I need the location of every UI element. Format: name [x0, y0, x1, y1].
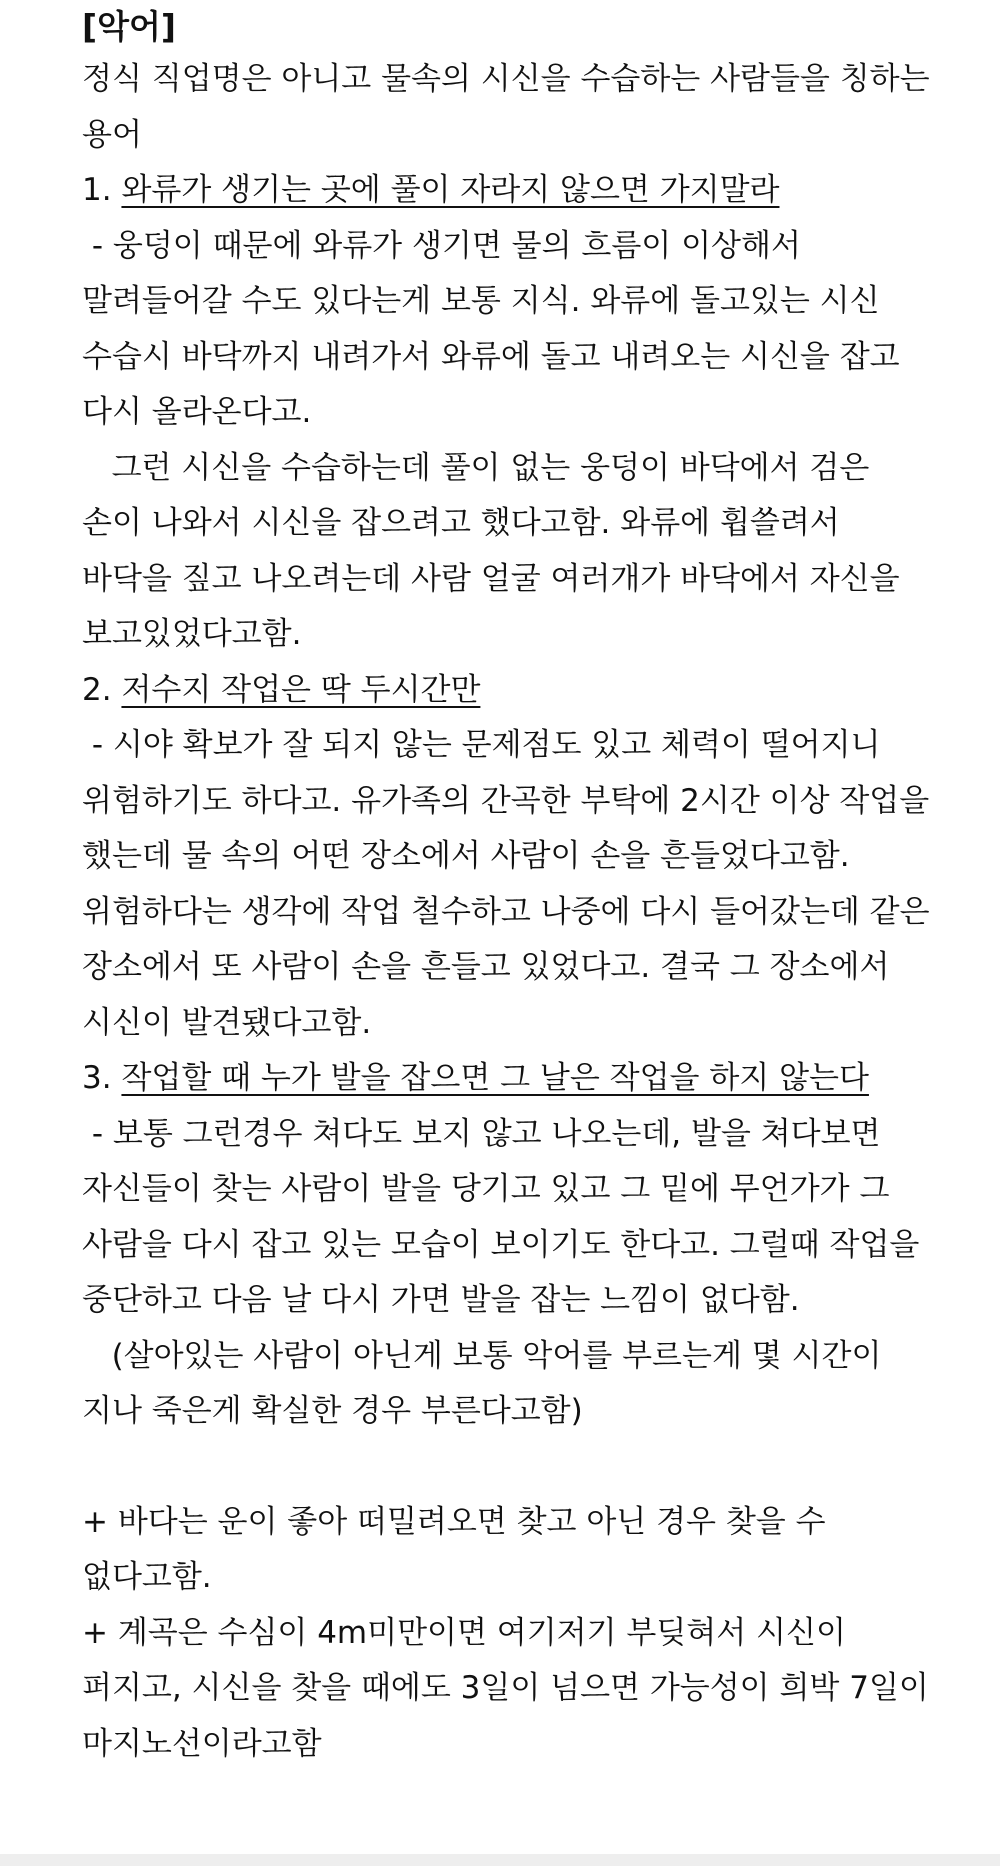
- section-paragraph: (살아있는 사람이 아닌게 보통 악어를 부르는게 몇 시간이 지나 죽은게 확실한 경우 부른다고함): [82, 1337, 892, 1429]
- section-title: 와류가 생기는 곳에 풀이 자라지 않으면 가지말라: [121, 172, 780, 208]
- section-number: 2.: [82, 671, 122, 708]
- section-paragraph: 그런 시신을 수습하는데 풀이 없는 웅덩이 바닥에서 검은 손이 나와서 시신을 잡으려고 했다고함. 와류에 휩쓸려서 바닥을 짚고 나오려는데 사람 얼굴 여러개가 바닥에서 자신을 보고있었다고함.: [82, 449, 910, 652]
- note-item: + 바다는 운이 좋아 떠밀려오면 찾고 아닌 경우 찾을 수 없다고함.: [82, 1503, 836, 1595]
- document: [82, 0, 940, 1772]
- bottom-edge: [0, 1854, 1000, 1866]
- section-number: 3.: [82, 1060, 122, 1096]
- page-title: [악어]: [82, 7, 176, 46]
- section-paragraph: - 보통 그런경우 쳐다도 보지 않고 나오는데, 발을 쳐다보면 자신들이 찾는 사람이 발을 당기고 있고 그 밑에 무언가가 그 사람을 다시 잡고 있는 모습이 보이기도 한다고. 그럴때 작업을 중단하고 다음 날 다시 가면 발을 잡는 느낌이 없다함.: [82, 1115, 930, 1318]
- section-heading: [82, 163, 932, 219]
- section-title: 작업할 때 누가 발을 잡으면 그 날은 작업을 하지 않는다: [121, 1060, 869, 1096]
- section-title: 저수지 작업은 딱 두시간만: [121, 671, 481, 708]
- section-heading: [82, 663, 932, 719]
- section-number: 1.: [82, 172, 122, 208]
- section-3: [82, 1051, 932, 1440]
- section-paragraph: - 시야 확보가 잘 되지 않는 문제점도 있고 체력이 떨어지니 위험하기도 하다고. 유가족의 간곡한 부탁에 2시간 이상 작업을 했는데 물 속의 어떤 장소에서 사람이 손을 흔들었다고함. 위험하다는 생각에 작업 철수하고 나중에 다시 들어갔는데 같은 장소에서 또 사람이 손을 흔들고 있었다고. 결국 그 장소에서 시신이 발견됐다고함.: [82, 727, 940, 1041]
- section-1: [82, 163, 932, 663]
- spacer: [82, 1440, 932, 1495]
- intro-paragraph: 정식 직업명은 아니고 물속의 시신을 수습하는 사람들을 칭하는 용어: [82, 61, 940, 153]
- section-heading: [82, 1051, 932, 1107]
- section-2: [82, 663, 940, 1052]
- note-item: + 계곡은 수심이 4m미만이면 여기저기 부딪혀서 시신이 퍼지고, 시신을 찾을 때에도 3일이 넘으면 가능성이 희박 7일이 마지노선이라고함: [82, 1614, 939, 1762]
- section-paragraph: - 웅덩이 때문에 와류가 생기면 물의 흐름이 이상해서 말려들어갈 수도 있다는게 보통 지식. 와류에 돌고있는 시신 수습시 바닥까지 내려가서 와류에 돌고 내려오는 시신을 잡고 다시 올라온다고.: [82, 227, 910, 430]
